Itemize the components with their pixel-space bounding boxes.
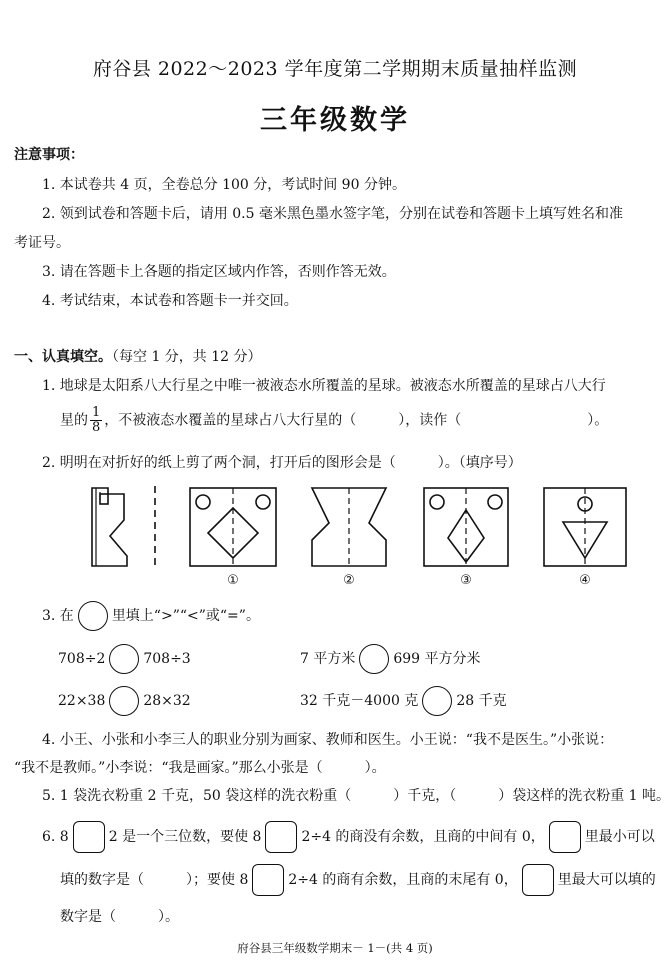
q6-part-g: 里最大可以填的 (557, 872, 656, 888)
q3-post: 里填上“>”“<”或“=”。 (111, 608, 260, 624)
digit-box[interactable] (252, 864, 284, 896)
q3-item-3-left: 22×38 (58, 693, 106, 709)
section-heading (14, 348, 262, 366)
q6-part-c: 2÷4 的商没有余数，且商的中间有 0， (301, 829, 545, 845)
option-3-label: ③ (460, 573, 472, 588)
q3-item-1-left: 708÷2 (58, 651, 106, 667)
q3-prompt (42, 601, 260, 631)
q3-item-3-right: 28×32 (143, 693, 191, 709)
exam-title: 府谷县 2022～2023 学年度第二学期期末质量抽样监测 (92, 58, 578, 80)
q3-item-1-right: 708÷3 (143, 651, 191, 667)
option-4-figure (544, 488, 626, 566)
compare-circle[interactable] (422, 686, 452, 716)
q1-line2-post: ，不被液态水覆盖的星球占八大行星的（ ），读作（ ）。 (104, 412, 609, 429)
folded-paper-figure (92, 488, 127, 566)
note-item-1: 1. 本试卷共 4 页，全卷总分 100 分，考试时间 90 分钟。 (42, 177, 406, 193)
option-3-figure (424, 488, 508, 566)
q1-line2-pre: 星的 (60, 412, 88, 429)
q6-line1 (42, 821, 655, 853)
option-4-label: ④ (579, 573, 591, 588)
option-2-figure (312, 488, 386, 566)
q3-item-2 (300, 644, 481, 674)
digit-box[interactable] (265, 821, 297, 853)
q3-pre: 3. 在 (42, 608, 74, 624)
section-score-note: （每空 1 分，共 12 分） (112, 349, 262, 365)
q3-item-1 (58, 644, 191, 674)
q3-item-4 (300, 686, 507, 716)
q3-item-2-left: 7 平方米 (300, 651, 356, 667)
subject-title: 三年级数学 (260, 105, 410, 136)
q2-text: 2. 明明在对折好的纸上剪了两个洞，打开后的图形会是（ ）。（填序号） (42, 455, 522, 471)
q3-item-4-left: 32 千克－4000 克 (300, 693, 419, 709)
note-item-2-cont: 考证号。 (14, 235, 70, 251)
q6-part-b: 2 是一个三位数，要使 8 (108, 829, 262, 845)
compare-circle[interactable] (359, 644, 389, 674)
note-item-3: 3. 请在答题卡上各题的指定区域内作答，否则作答无效。 (42, 264, 396, 280)
compare-circle[interactable] (109, 644, 139, 674)
page-footer: 府谷县三年级数学期末－ 1－(共 4 页) (237, 941, 433, 955)
q4-line2: “我不是教师。”小李说：“我是画家。”那么小张是（ ）。 (14, 760, 386, 776)
digit-box[interactable] (73, 821, 105, 853)
q6-part-f: 2÷4 的商有余数，且商的末尾有 0， (288, 872, 518, 888)
q6-line2 (60, 864, 656, 896)
option-1-figure (190, 488, 276, 566)
digit-box[interactable] (549, 821, 581, 853)
q3-item-2-right: 699 平方分米 (393, 651, 481, 667)
digit-box[interactable] (522, 864, 554, 896)
compare-circle-example (78, 601, 108, 631)
q6-part-a: 6. 8 (42, 829, 69, 845)
q1-line2 (60, 406, 608, 435)
q6-part-d: 里最小可以 (584, 829, 655, 845)
q4-line1: 4. 小王、小张和小李三人的职业分别为画家、教师和医生。小王说：“我不是医生。”小张说： (42, 732, 614, 748)
compare-circle[interactable] (109, 686, 139, 716)
notes-heading: 注意事项： (14, 147, 84, 163)
option-1-label: ① (227, 573, 239, 588)
section-title: 一、认真填空。 (14, 349, 112, 365)
fraction (90, 406, 102, 435)
q5-text: 5. 1 袋洗衣粉重 2 千克，50 袋这样的洗衣粉重（ ）千克，（ ）袋这样的洗衣粉重 1 吨。 (42, 788, 670, 804)
q2-figures (0, 478, 670, 590)
q3-item-3 (58, 686, 191, 716)
option-2-label: ② (343, 573, 355, 588)
fraction-numerator: 1 (92, 405, 101, 420)
note-item-4: 4. 考试结束，本试卷和答题卡一并交回。 (42, 293, 298, 309)
fraction-denominator: 8 (92, 420, 101, 435)
q3-item-4-right: 28 千克 (456, 693, 507, 709)
q6-part-e: 填的数字是（ ）；要使 8 (60, 872, 249, 888)
note-item-2: 2. 领到试卷和答题卡后，请用 0.5 毫米黑色墨水签字笔，分别在试卷和答题卡上填写姓名和准 (42, 206, 623, 222)
q1-line1: 1. 地球是太阳系八大行星之中唯一被液态水所覆盖的星球。被液态水所覆盖的星球占八大行 (42, 378, 606, 394)
q6-line3: 数字是（ ）。 (60, 909, 179, 925)
